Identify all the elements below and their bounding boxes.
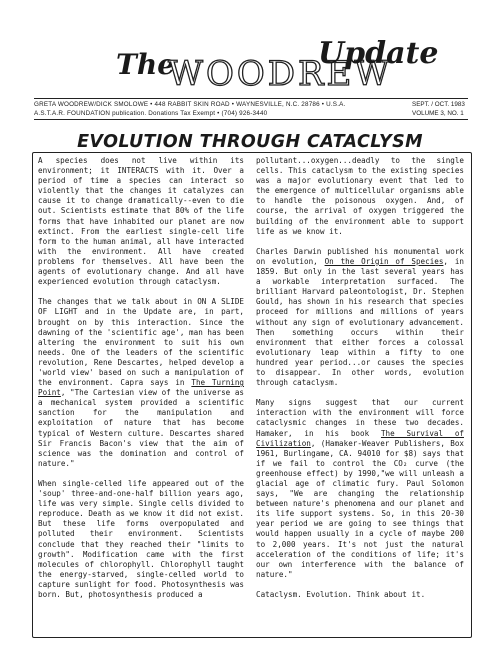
issue-date: SEPT. / OCT. 1983 [412,101,465,108]
article-column-right [256,156,464,610]
paragraph-text: , (Hamaker-Weaver Publishers, Box 1961, Burlingame, CA. 94010 for $8) says that if we fail to control the CO₂ curve (the greenhouse effect) by 1990,"we will unleash a glacial age of climatic fury. Paul Solomon says, "We are changing the relationship between nature's phenomena and our planet and its life support systems. So, in this 20-30 year period we are going to see things that would happen usually in a cycle of maybe 200 to 2,000 years. It's not just the natural acceleration of the conditions of life; it's our own interference with the balance of nature." [256,438,464,579]
masthead [0,0,500,100]
masthead-title: WOODREW [168,54,393,94]
masthead-rule [34,98,468,99]
paragraph-text: , in 1859. But only in the last several years has a workable interpretation surfaced. The brilliant Harvard paleontologist, Dr. Stephen Gould, has shown in his research that species proceed for millions and millions of years without any sign of evolutionary advancement. Then something occurs within their environment that either forces a colossal evolutionary leap within a fifty to one hundred year period...or causes the species to disappear. In other words, evolution through cataclysm. [256,256,464,388]
paragraph-text: Many signs suggest that our current interaction with the environment will force cataclysmic changes in these two decades. Hamaker, in his book [256,398,464,438]
paragraph: When single-celled life appeared out of the 'soup' three-and-one-half billion years ago, life was very simple. Single cells divided to reproduce. Death as we know it did not exist. But these life forms overpopulated and polluted their environment. Scientists conclude that they reached their "limits to growth". Modification came with the first molecules of chlorophyll. Chlorophyll taught the energy-starved, single-celled world to capture sunlight for food. Photosynthesis was born. But, photosynthesis produced a [38,479,244,600]
paragraph-text: The changes that we talk about in ON A SLIDE OF LIGHT and in the Update are, in part, brought on by this interaction. Since the dawning of the 'scientific age', man has been altering the environment to suit his own needs. One of the leaders of the scientific revolution, Rene Descartes, helped develop a 'world view' based on such a manipulation of the environment. Capra says in [38,297,244,388]
masthead-the: The [116,48,176,81]
foundation-line: A.S.T.A.R. FOUNDATION publication. Donations Tax Exempt • (704) 926-3440 [34,110,268,117]
paragraph: A species does not live within its environment; it INTERACTS with it. Over a period of time a species can interact so violently that the changes it catalyzes can cause it to change dramatically--even to die out. Scientists estimate that 80% of the life forms that have inhabited our planet are now extinct. From the earliest single-cell life form to the human animal, all have interacted with the environment. All have created problems for themselves. All have been the agents of evolutionary change. And all have experienced evolution through cataclysm. [38,156,244,287]
article-column-left [38,156,244,610]
publisher-line: GRETA WOODREW/DICK SMOLOWE • 448 RABBIT SKIN ROAD • WAYNESVILLE, N.C. 28786 • U.S.A. [34,101,346,108]
masthead-update: Update [318,36,439,71]
volume-number: VOLUME 3, NO. 1 [412,110,464,117]
paragraph [38,297,244,469]
paragraph-text: , "The Cartesian view of the universe as a mechanical system provided a scientific sanction for the manipulation and exploitation of nature that has become typical of Western culture. Descartes shared Sir Francis Bacon's view that the aim of science was the domination and control of nature." [38,388,244,468]
closing-line: Cataclysm. Evolution. Think about it. [256,590,426,600]
book-title: The Survival of Civilization [256,428,464,448]
paragraph [256,247,464,388]
paragraph: pollutant...oxygen...deadly to the single cells. This cataclysm to the existing species was a major evolutionary event that led to the emergence of multicellular organisms able to handle the poisonous oxygen. And, of course, the arrival of oxygen triggered the building of the environment able to support life as we know it. [256,156,464,236]
paragraph-text: Charles Darwin published his monumental work on evolution, [256,246,464,266]
article-headline: EVOLUTION THROUGH CATACLYSM [77,132,423,152]
book-title: The Turning Point [38,378,244,398]
paragraph [256,398,464,580]
book-title: On the Origin of Species [324,256,444,266]
header-rule [34,119,468,120]
